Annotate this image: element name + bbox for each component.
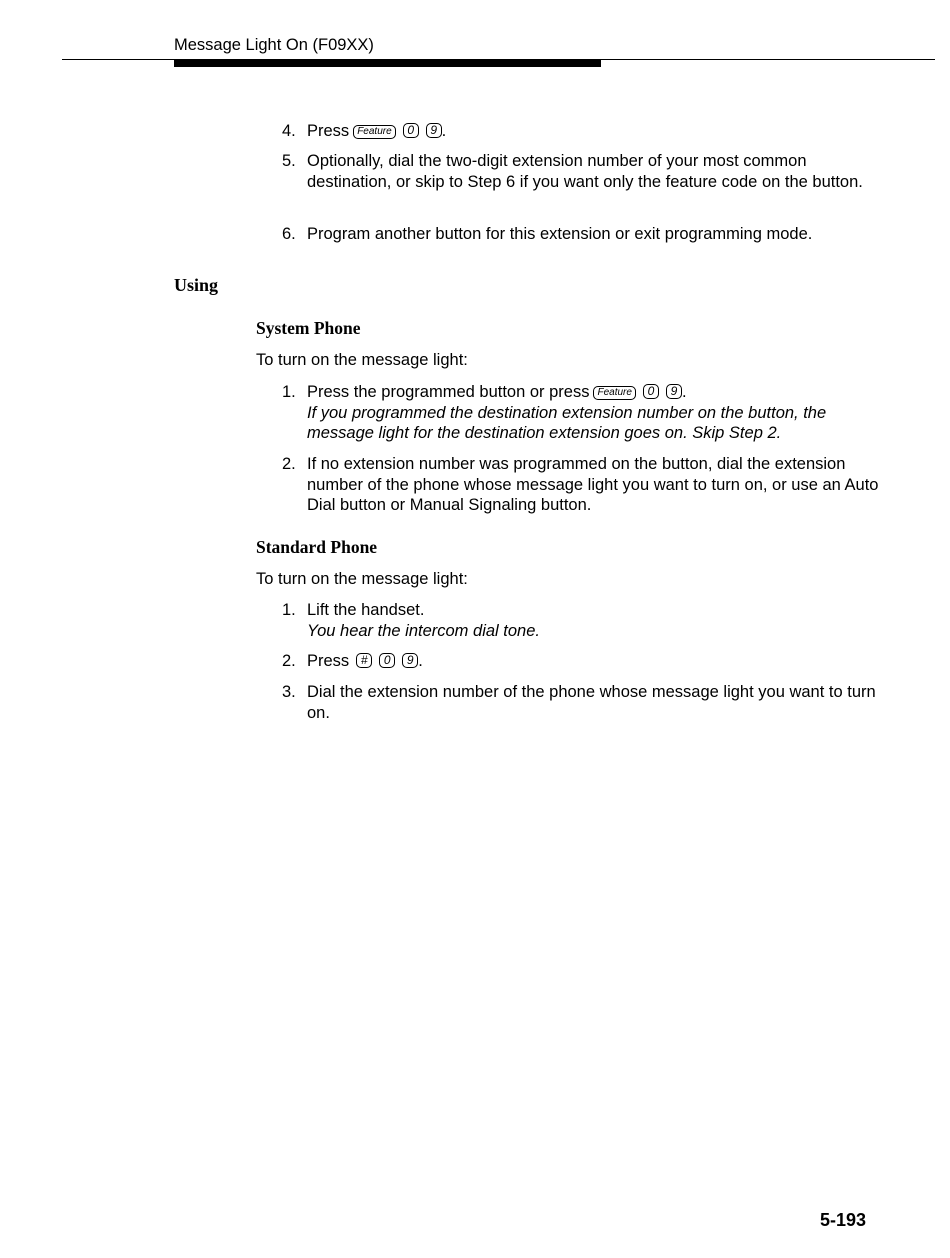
digit-0-key-icon: 0 (403, 123, 419, 138)
step-suffix: . (418, 652, 423, 670)
digit-9-key-icon: 9 (666, 384, 682, 399)
step-suffix: . (681, 383, 687, 401)
step-number: 1. (282, 383, 296, 401)
programming-step-6 (282, 224, 882, 245)
digit-0-key-icon: 0 (379, 653, 395, 668)
system-phone-heading: System Phone (256, 318, 361, 338)
step-suffix: . (441, 122, 447, 140)
step-text: Optionally, dial the two-digit extension number of your most common destination, or skip to Step 6 if you want only the feature code on the button. (307, 152, 863, 191)
step-text: Program another button for this extension or exit programming mode. (307, 225, 813, 243)
using-heading: Using (174, 275, 219, 295)
standard-phone-intro: To turn on the message light: (256, 570, 468, 588)
programming-step-5 (282, 151, 882, 192)
step-number: 5. (282, 152, 296, 170)
page-number: 5-193 (820, 1210, 867, 1230)
step-number: 3. (282, 683, 296, 701)
step-note: If you programmed the destination extension number on the button, the message light for the destination extension goes on. Skip Step 2. (307, 403, 827, 442)
standard-phone-step-2 (282, 651, 882, 672)
feature-key-icon: Feature (353, 125, 395, 139)
step-note: You hear the intercom dial tone. (307, 621, 540, 640)
programming-step-4 (282, 121, 882, 142)
step-number: 1. (282, 601, 296, 619)
standard-phone-step-3 (282, 682, 882, 723)
digit-9-key-icon: 9 (402, 653, 418, 668)
page-header-title: Message Light On (F09XX) (174, 36, 374, 54)
step-number: 4. (282, 122, 296, 140)
step-text: Press the programmed button or press (307, 383, 590, 401)
system-phone-step-1 (282, 382, 882, 444)
step-text: Dial the extension number of the phone whose message light you want to turn on. (307, 683, 876, 722)
step-text: Lift the handset. (307, 601, 425, 619)
standard-phone-step-1 (282, 600, 882, 641)
pound-key-icon: # (356, 653, 372, 668)
header-bar (174, 60, 601, 67)
digit-0-key-icon: 0 (643, 384, 659, 399)
system-phone-step-2 (282, 454, 882, 516)
standard-phone-heading: Standard Phone (256, 537, 378, 557)
step-number: 2. (282, 652, 296, 670)
step-text: If no extension number was programmed on the button, dial the extension number of the phone whose message light you want to turn on, or use an Auto Dial button or Manual Signaling button. (307, 455, 879, 514)
step-number: 6. (282, 225, 296, 243)
digit-9-key-icon: 9 (426, 123, 442, 138)
step-number: 2. (282, 455, 296, 473)
step-text: Press (307, 652, 350, 670)
step-text: Press (307, 122, 350, 140)
feature-key-icon: Feature (593, 386, 635, 400)
system-phone-intro: To turn on the message light: (256, 351, 468, 369)
